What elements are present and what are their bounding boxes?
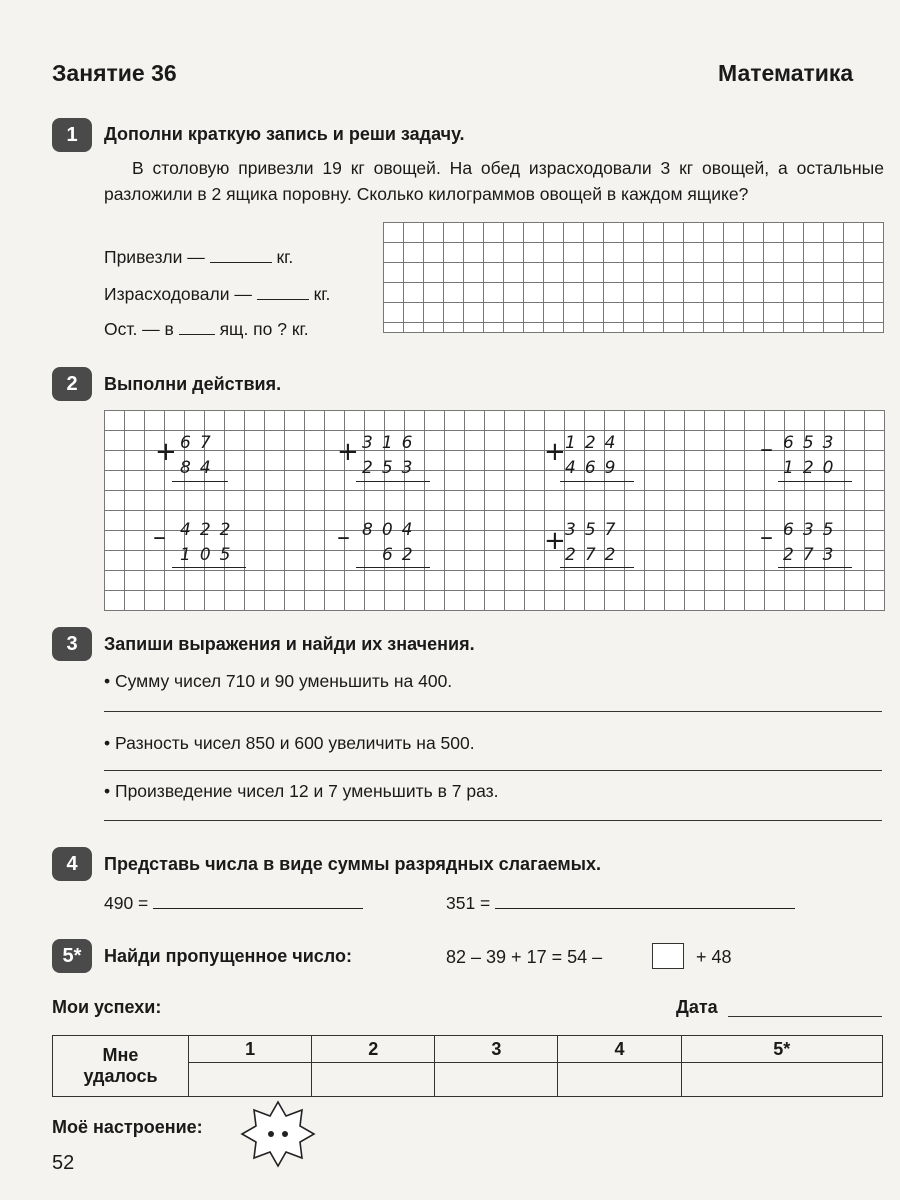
col-header-2: 2 (312, 1036, 435, 1063)
col-header-5: 5* (681, 1036, 882, 1063)
task-1-line-3 (104, 316, 309, 342)
row-label-line-2: удалось (83, 1066, 158, 1086)
col-header-4: 4 (558, 1036, 681, 1063)
op-4-top: 653 (783, 433, 843, 453)
op-8-bottom: 273 (783, 545, 843, 565)
task-1-title: Дополни краткую запись и реши задачу. (104, 124, 465, 144)
brought-unit: кг. (276, 247, 294, 267)
op-1-bottom: 84 (180, 458, 220, 478)
op-7-top: 357 (565, 520, 625, 540)
op-4-underline (778, 481, 852, 482)
op-4-bottom: 120 (783, 458, 843, 478)
task-1-answer-grid[interactable] (383, 222, 884, 333)
op-2-sign: + (337, 437, 359, 467)
task-2-title: Выполни действия. (104, 374, 282, 394)
task-3-answer-line-1[interactable] (104, 711, 882, 712)
task-3-number: 3 (52, 627, 92, 661)
task-4-blank-2[interactable] (495, 890, 795, 909)
op-1-top: 67 (180, 433, 220, 453)
op-8-top: 635 (783, 520, 843, 540)
op-6-underline (356, 567, 430, 568)
task-3-item-1: • Сумму чисел 710 и 90 уменьшить на 400. (104, 671, 453, 691)
page-number: 52 (52, 1152, 75, 1174)
task-4-number: 4 (52, 847, 92, 881)
remaining-unit: ящ. по ? кг. (219, 319, 309, 339)
task-1-number: 1 (52, 118, 92, 152)
number-490: 490 = (104, 893, 149, 913)
task-3-answer-line-3[interactable] (104, 820, 882, 821)
row-label-line-1: Мне (102, 1045, 139, 1065)
col-header-1: 1 (189, 1036, 312, 1063)
op-1-sign: + (155, 437, 177, 467)
spent-blank[interactable] (257, 281, 309, 300)
spent-label: Израсходовали — (104, 284, 252, 304)
op-4-sign: – (760, 434, 773, 464)
date-label: Дата (676, 997, 718, 1017)
task-4-title: Представь числа в виде суммы разрядных слагаемых. (104, 854, 602, 874)
op-1-underline (172, 481, 228, 482)
op-5-top: 422 (180, 520, 240, 540)
op-3-bottom: 469 (565, 458, 625, 478)
col-header-3: 3 (435, 1036, 558, 1063)
success-cell-5[interactable] (681, 1063, 882, 1097)
task-3-item-2: • Разность чисел 850 и 600 увеличить на 500. (104, 733, 475, 753)
task-5-title: Найди пропущенное число: (104, 946, 352, 966)
remaining-label: Ост. — в (104, 319, 174, 339)
brought-blank[interactable] (210, 244, 272, 263)
task-5-equation-right: + 48 (696, 947, 732, 967)
spent-unit: кг. (313, 284, 331, 304)
op-5-bottom: 105 (180, 545, 240, 565)
task-5-equation-left: 82 – 39 + 17 = 54 – (446, 947, 603, 967)
op-6-sign: – (337, 522, 350, 552)
mood-star-icon[interactable] (238, 1098, 318, 1170)
success-cell-4[interactable] (558, 1063, 681, 1097)
op-8-underline (778, 567, 852, 568)
boxes-blank[interactable] (179, 316, 215, 335)
task-4-right (446, 890, 795, 916)
op-3-underline (560, 481, 634, 482)
subject-title: Математика (718, 60, 854, 86)
op-2-bottom: 253 (362, 458, 422, 478)
task-5-number: 5* (52, 939, 92, 973)
task-1-line-2 (104, 281, 330, 307)
lesson-title: Занятие 36 (52, 60, 177, 86)
op-7-bottom: 272 (565, 545, 625, 565)
task-4-blank-1[interactable] (153, 890, 363, 909)
success-cell-2[interactable] (312, 1063, 435, 1097)
number-351: 351 = (446, 893, 491, 913)
task-2-number: 2 (52, 367, 92, 401)
brought-label: Привезли — (104, 247, 205, 267)
op-5-sign: – (153, 522, 166, 552)
success-title: Мои успехи: (52, 997, 162, 1017)
success-cell-1[interactable] (189, 1063, 312, 1097)
success-cell-3[interactable] (435, 1063, 558, 1097)
task-3-answer-line-2[interactable] (104, 770, 882, 771)
success-row-label (53, 1036, 189, 1097)
op-6-top: 804 (362, 520, 422, 540)
task-1-line-1 (104, 244, 293, 270)
op-6-bottom: 62 (382, 545, 422, 565)
op-3-sign: + (544, 437, 566, 467)
op-2-top: 316 (362, 433, 422, 453)
task-4-left (104, 890, 363, 916)
op-2-underline (356, 481, 430, 482)
op-5-underline (172, 567, 246, 568)
task-1-text: В столовую привезли 19 кг овощей. На обед израсходовали 3 кг овощей, а остальные разложили в 2 ящика поровну. Сколько килограммов овощей в каждом ящике? (104, 158, 884, 204)
task-3-title: Запиши выражения и найди их значения. (104, 634, 475, 654)
op-8-sign: – (760, 522, 773, 552)
op-3-top: 124 (565, 433, 625, 453)
op-7-sign: + (544, 526, 566, 556)
op-7-underline (560, 567, 634, 568)
missing-number-box[interactable] (652, 943, 684, 969)
mood-label: Моё настроение: (52, 1117, 203, 1137)
task-3-item-3: • Произведение чисел 12 и 7 уменьшить в 7 раз. (104, 781, 499, 801)
success-table (52, 1035, 883, 1097)
date-blank[interactable] (728, 1016, 882, 1017)
